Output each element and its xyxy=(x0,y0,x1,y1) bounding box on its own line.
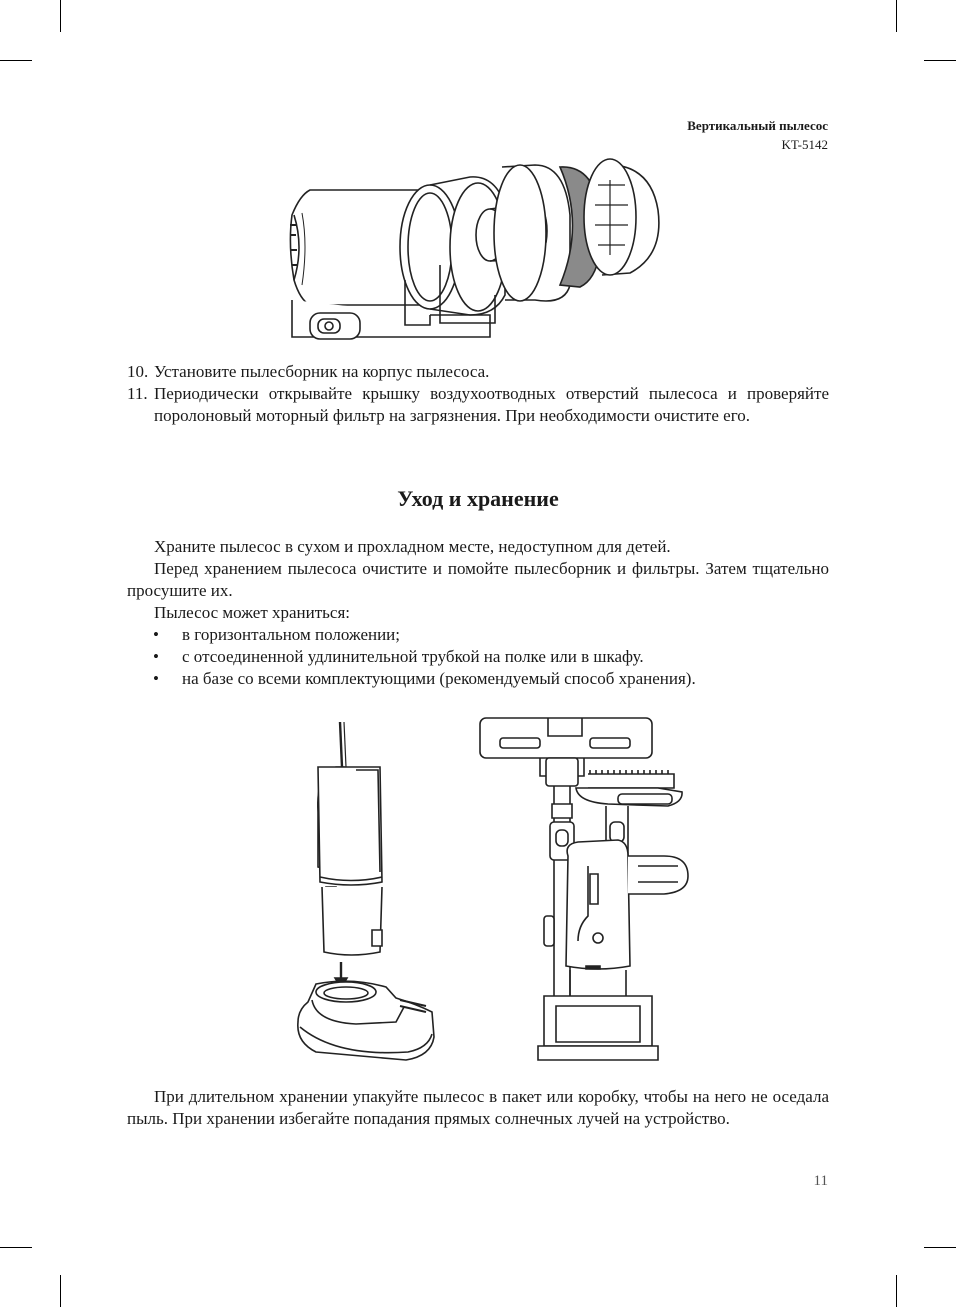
vacuum-on-base-storage-illustration xyxy=(478,716,690,1064)
list-item xyxy=(127,624,829,646)
closing-paragraph: При длительном хранении упакуйте пылесос в пакет или коробку, чтобы на него не оседала пыль. При хранении избегайте попадания прямых солнечных лучей на устройство. xyxy=(127,1087,829,1128)
page-header xyxy=(687,116,828,154)
step-text: Установите пылесборник на корпус пылесоса. xyxy=(154,362,490,381)
crop-mark xyxy=(60,0,61,32)
bullet: • xyxy=(153,647,159,666)
paragraph: Храните пылесос в сухом и прохладном месте, недоступном для детей. xyxy=(154,537,671,556)
crop-mark xyxy=(896,0,897,32)
list-item xyxy=(127,668,829,690)
list-item-text: на базе со всеми комплектующими (рекомендуемый способ хранения). xyxy=(182,669,696,688)
section-body xyxy=(127,536,829,690)
closing-paragraph-block xyxy=(127,1086,829,1130)
list-item xyxy=(127,646,829,668)
crop-mark xyxy=(924,1247,956,1248)
list-item-text: в горизонтальном положении; xyxy=(182,625,401,644)
page-number: 11 xyxy=(813,1173,828,1189)
paragraph: Пылесос может храниться: xyxy=(154,603,351,622)
crop-mark xyxy=(0,1247,32,1248)
bullet: • xyxy=(153,669,159,688)
crop-mark xyxy=(0,60,32,61)
crop-mark xyxy=(896,1275,897,1307)
step-number: 11. xyxy=(127,384,148,403)
header-title: Вертикальный пылесос xyxy=(687,118,828,133)
bullet: • xyxy=(153,625,159,644)
section-heading: Уход и хранение xyxy=(397,486,559,511)
handheld-unit-docking-illustration xyxy=(296,722,441,1067)
header-model: KT-5142 xyxy=(781,137,828,152)
storage-options-list xyxy=(127,624,829,690)
list-item-text: с отсоединенной удлинительной трубкой на полке или в шкафу. xyxy=(182,647,644,666)
step-text: Периодически открывайте крышку воздухоотводных отверстий пылесоса и проверяйте поролоновый моторный фильтр на загрязнения. При необходимости очистите его. xyxy=(154,384,829,425)
step-item xyxy=(127,361,829,383)
steps-list xyxy=(127,361,829,427)
filter-assembly-illustration xyxy=(280,155,670,345)
crop-mark xyxy=(924,60,956,61)
crop-mark xyxy=(60,1275,61,1307)
step-number: 10. xyxy=(127,362,149,381)
step-item xyxy=(127,383,829,427)
paragraph: Перед хранением пылесоса очистите и помойте пылесборник и фильтры. Затем тщательно просушите их. xyxy=(127,559,829,600)
